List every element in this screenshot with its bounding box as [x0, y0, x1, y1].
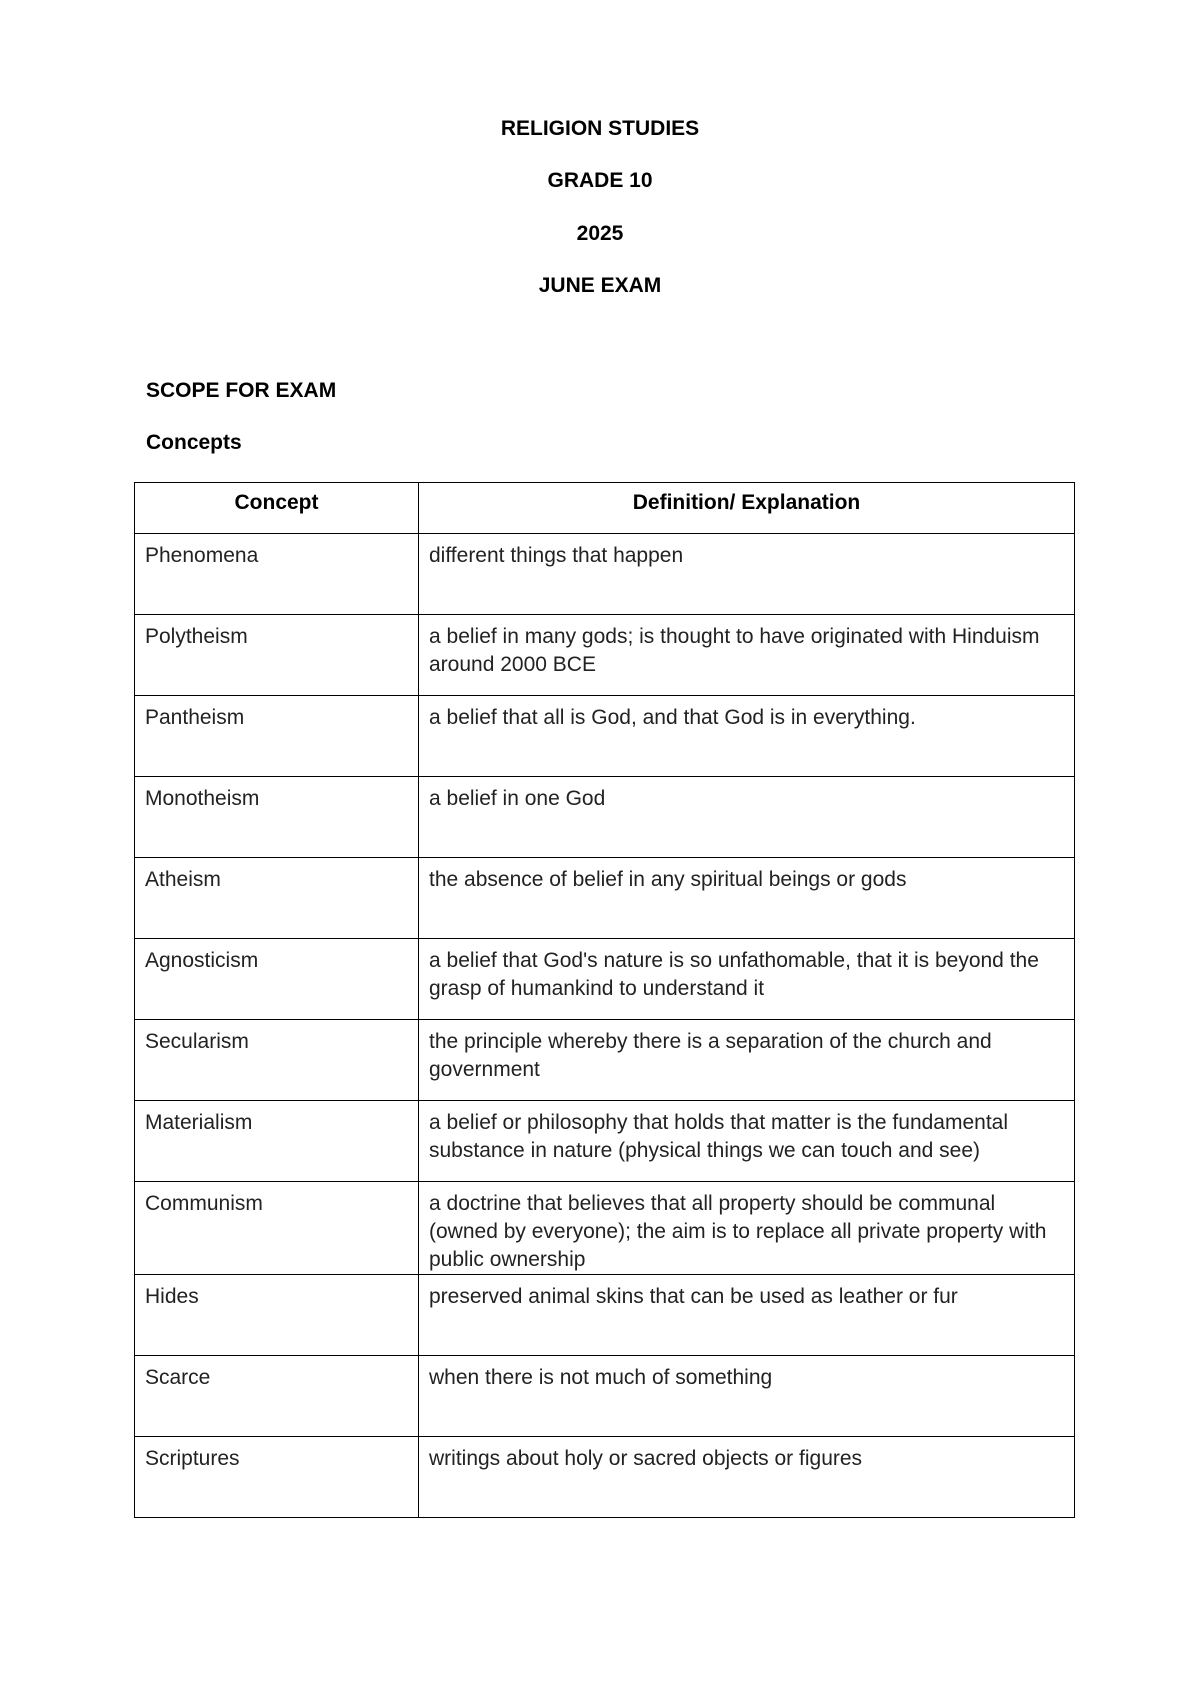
- table-row: [135, 1275, 1075, 1356]
- concept-cell: Monotheism: [135, 777, 419, 858]
- concept-cell: Materialism: [135, 1101, 419, 1182]
- table-row: [135, 1356, 1075, 1437]
- definition-cell: a belief in many gods; is thought to have originated with Hinduism around 2000 BCE: [419, 615, 1075, 696]
- title-grade: GRADE 10: [547, 169, 653, 192]
- concept-cell: Agnosticism: [135, 939, 419, 1020]
- scope-heading: SCOPE FOR EXAM: [146, 379, 337, 402]
- table-row: [135, 615, 1075, 696]
- definition-cell: a doctrine that believes that all property should be communal (owned by everyone); the aim is to replace all private property with public ownership: [419, 1182, 1075, 1275]
- table-header-row: [135, 483, 1075, 534]
- definition-cell: a belief in one God: [419, 777, 1075, 858]
- table-row: [135, 534, 1075, 615]
- table-row: [135, 1101, 1075, 1182]
- title-exam: JUNE EXAM: [538, 274, 662, 297]
- definition-cell: preserved animal skins that can be used as leather or fur: [419, 1275, 1075, 1356]
- table-row: [135, 696, 1075, 777]
- table-row: [135, 858, 1075, 939]
- column-header-concept: Concept: [135, 483, 419, 534]
- table-row: [135, 1437, 1075, 1518]
- concept-cell: Pantheism: [135, 696, 419, 777]
- concept-cell: Phenomena: [135, 534, 419, 615]
- table-row: [135, 939, 1075, 1020]
- definition-cell: writings about holy or sacred objects or figures: [419, 1437, 1075, 1518]
- table-row: [135, 1182, 1075, 1275]
- title-year: 2025: [576, 222, 624, 245]
- definition-cell: a belief that God's nature is so unfathomable, that it is beyond the grasp of humankind to understand it: [419, 939, 1075, 1020]
- table-row: [135, 777, 1075, 858]
- definition-cell: a belief that all is God, and that God is in everything.: [419, 696, 1075, 777]
- definition-cell: when there is not much of something: [419, 1356, 1075, 1437]
- concept-cell: Atheism: [135, 858, 419, 939]
- concept-cell: Polytheism: [135, 615, 419, 696]
- concept-cell: Communism: [135, 1182, 419, 1275]
- definition-cell: different things that happen: [419, 534, 1075, 615]
- concepts-heading: Concepts: [146, 431, 242, 454]
- column-header-definition: Definition/ Explanation: [419, 483, 1075, 534]
- definition-cell: the principle whereby there is a separation of the church and government: [419, 1020, 1075, 1101]
- concept-cell: Secularism: [135, 1020, 419, 1101]
- definition-cell: a belief or philosophy that holds that matter is the fundamental substance in nature (physical things we can touch and see): [419, 1101, 1075, 1182]
- concept-cell: Scarce: [135, 1356, 419, 1437]
- concept-cell: Hides: [135, 1275, 419, 1356]
- concept-cell: Scriptures: [135, 1437, 419, 1518]
- definition-cell: the absence of belief in any spiritual beings or gods: [419, 858, 1075, 939]
- concepts-table: [134, 482, 1075, 1518]
- table-row: [135, 1020, 1075, 1101]
- title-subject: RELIGION STUDIES: [500, 117, 700, 140]
